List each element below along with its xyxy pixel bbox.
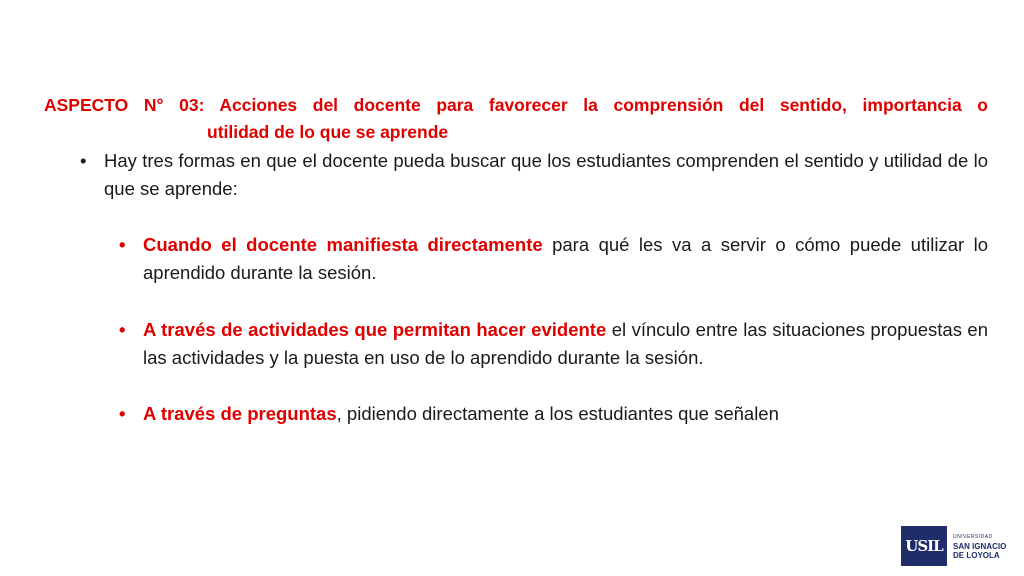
bullet-item: [119, 400, 988, 428]
logo-mark-icon: USIL: [901, 526, 947, 566]
bullet-item-highlight: Cuando el docente manifiesta directamente: [143, 234, 543, 255]
bullet-item-text: , pidiendo directamente a los estudiantes que señalen: [336, 403, 779, 424]
bullet-dot-icon: •: [119, 403, 126, 424]
bullet-item-highlight: A través de actividades que permitan hacer evidente: [143, 319, 607, 340]
bullet-item-text: el vínculo entre las situaciones propuestas en las actividades y la puesta en uso de lo aprendido durante la sesión.: [143, 319, 988, 368]
bullet-item: [119, 316, 988, 372]
bullet-main: [80, 147, 988, 203]
bullet-item-highlight: A través de preguntas: [143, 403, 337, 424]
slide-title-line2: utilidad de lo que se aprende: [207, 122, 449, 142]
logo-line1: UNIVERSIDAD: [953, 533, 993, 540]
logo-text: [953, 533, 1006, 560]
bullet-dot-icon: •: [80, 150, 87, 171]
bullet-item: [119, 231, 988, 287]
bullet-dot-icon: •: [119, 319, 126, 340]
slide-title-line1: ASPECTO N° 03: Acciones del docente para favorecer la comprensión del sentido, importancia o: [44, 95, 988, 115]
logo-line3: DE LOYOLA: [953, 550, 1000, 560]
slide-title: [44, 92, 988, 146]
logo-line2: SAN IGNACIO: [953, 541, 1007, 551]
bullet-item-text: para qué les va a servir o cómo puede utilizar lo aprendido durante la sesión.: [143, 234, 988, 283]
bullet-dot-icon: •: [119, 234, 126, 255]
university-logo: [901, 526, 1011, 566]
bullet-main-text: Hay tres formas en que el docente pueda buscar que los estudiantes comprenden el sentido y utilidad de lo que se aprende:: [104, 150, 988, 199]
